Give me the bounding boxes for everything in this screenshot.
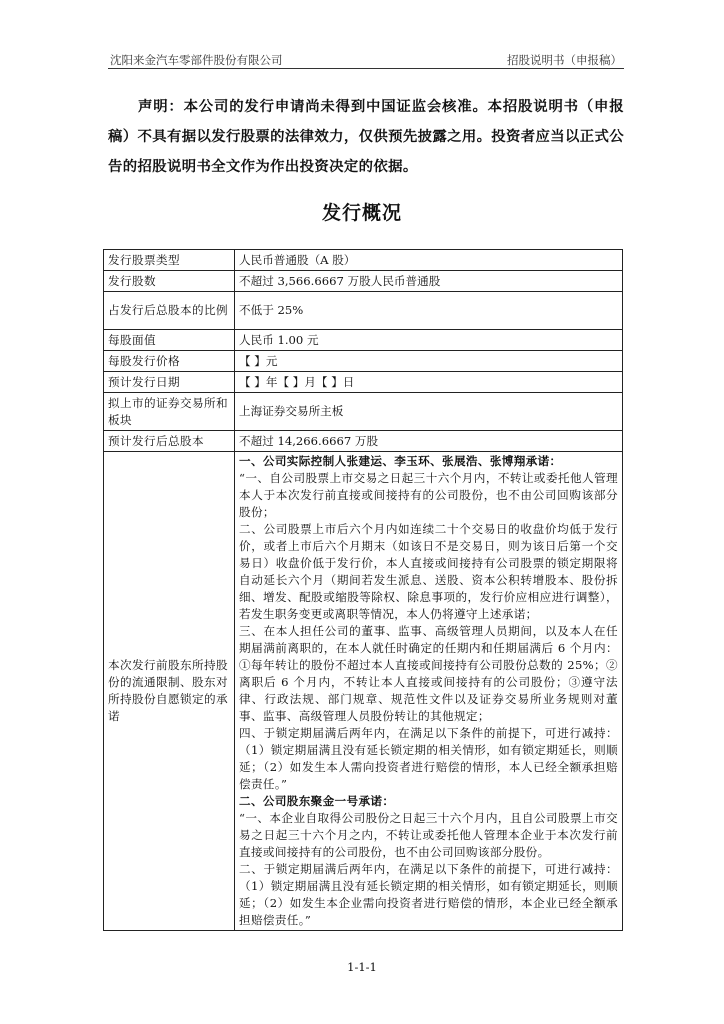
commitment-paragraph: 二、公司股票上市后六个月内如连续二十个交易日的收盘价均低于发行价，或者上市后六个月期末（如该日不是交易日，则为该日后第一个交易日）收盘价低于发行价，本人直接或间接持有公司股票的锁定期限将自动延长六个月（期间若发生派息、送股、资本公积转增股本、股份拆细、增发、配股或缩股等除权、除息事项的，发行价应相应进行调整），若发生职务变更或离职等情况，本人仍将遵守上述承诺； bbox=[239, 522, 618, 621]
row-value: 人民币普通股（A 股） bbox=[235, 250, 623, 271]
table-row bbox=[104, 271, 623, 292]
page-number: 1-1-1 bbox=[347, 960, 377, 974]
row-value: 【 】元 bbox=[235, 351, 623, 372]
row-value: 不超过 3,566.6667 万股人民币普通股 bbox=[235, 271, 623, 292]
commitment-paragraph: 三、在本人担任公司的董事、监事、高级管理人员期间，以及本人在任期届满前离职的，在本人就任时确定的任期内和任期届满后 6 个月内：①每年转让的股份不超过本人直接或间接持有公司股份总数的 25%；②离职后 6 个月内，不转让本人直接或间接持有的公司股份；③遵守法律、行政法规、部门规章、规范性文件以及证券交易所业务规则对董事、监事、高级管理人员股份转让的其他规定； bbox=[239, 624, 618, 723]
page-header bbox=[108, 50, 624, 70]
table-row bbox=[104, 372, 623, 393]
header-divider bbox=[108, 68, 624, 69]
table-row bbox=[104, 330, 623, 351]
disclaimer-statement: 声明：本公司的发行申请尚未得到中国证监会核准。本招股说明书（申报稿）不具有据以发行股票的法律效力，仅供预先披露之用。投资者应当以正式公告的招股说明书全文作为作出投资决定的依据。 bbox=[108, 99, 624, 175]
header-doc-type: 招股说明书（申报稿） bbox=[507, 53, 622, 67]
offering-overview-table bbox=[103, 249, 623, 931]
commitment-paragraph: 二、于锁定期届满后两年内，在满足以下条件的前提下，可进行减持：（1）锁定期届满且没有延长锁定期的相关情形，如有锁定期延长，则顺延；（2）如发生本企业需向投资者进行赔偿的情形，本企业已经全额承担赔偿责任。” bbox=[239, 862, 618, 927]
row-value: 上海证券交易所主板 bbox=[235, 393, 623, 431]
section-heading: 二、公司股东聚金一号承诺： bbox=[239, 794, 395, 808]
header-company: 沈阳来金汽车零部件股份有限公司 bbox=[110, 53, 283, 67]
commitment-paragraph: “一、自公司股票上市交易之日起三十六个月内，不转让或委托他人管理本人于本次发行前直接或间接持有的公司股份，也不由公司回购该部分股份； bbox=[239, 471, 618, 519]
commitment-content bbox=[235, 452, 623, 931]
commitment-label: 本次发行前股东所持股份的流通限制、股东对所持股份自愿锁定的承诺 bbox=[104, 452, 235, 931]
row-label: 发行股数 bbox=[104, 271, 235, 292]
row-label: 每股面值 bbox=[104, 330, 235, 351]
page-title: 发行概况 bbox=[321, 202, 402, 224]
table-row bbox=[104, 351, 623, 372]
row-label: 占发行后总股本的比例 bbox=[104, 292, 235, 330]
row-label: 拟上市的证券交易所和板块 bbox=[104, 393, 235, 431]
table-row bbox=[104, 250, 623, 271]
row-label: 预计发行日期 bbox=[104, 372, 235, 393]
table-row bbox=[104, 431, 623, 452]
row-label: 预计发行后总股本 bbox=[104, 431, 235, 452]
table-row bbox=[104, 393, 623, 431]
row-label: 每股发行价格 bbox=[104, 351, 235, 372]
commitment-paragraph: 四、于锁定期届满后两年内，在满足以下条件的前提下，可进行减持：（1）锁定期届满且没有延长锁定期的相关情形，如有锁定期延长，则顺延；（2）如发生本人需向投资者进行赔偿的情形，本人已经全额承担赔偿责任。” bbox=[239, 726, 618, 791]
row-label: 发行股票类型 bbox=[104, 250, 235, 271]
commitment-paragraph: “一、本企业自取得公司股份之日起三十六个月内，且自公司股票上市交易之日起三十六个月之内，不转让或委托他人管理本企业于本次发行前直接或间接持有的公司股份，也不由公司回购该部分股份。 bbox=[239, 811, 618, 859]
table-row-commitment bbox=[104, 452, 623, 931]
row-value: 人民币 1.00 元 bbox=[235, 330, 623, 351]
row-value: 【 】年【 】月【 】日 bbox=[235, 372, 623, 393]
section-heading: 一、公司实际控制人张建运、李玉环、张展浩、张博翔承诺： bbox=[239, 454, 562, 468]
table-row bbox=[104, 292, 623, 330]
row-value: 不超过 14,266.6667 万股 bbox=[235, 431, 623, 452]
row-value: 不低于 25% bbox=[235, 292, 623, 330]
